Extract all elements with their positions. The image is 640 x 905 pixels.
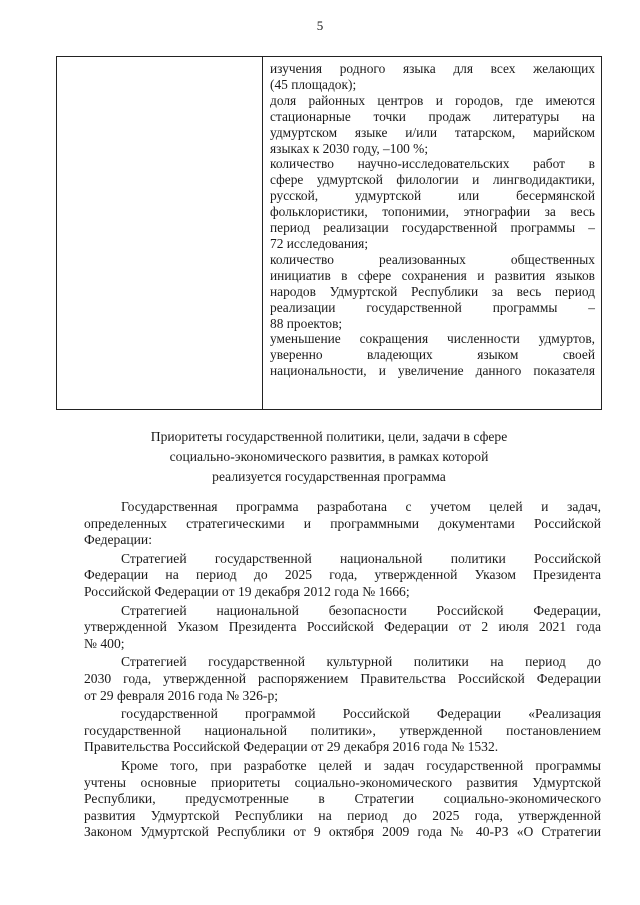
paragraph-state-program [84,706,601,756]
paragraph-line: Республики, предусмотренные в Стратегии социально-экономического [84,791,601,807]
table-cell-line: уверенно владеющих языком своей [270,347,595,363]
paragraph-line: государственной программой Российской Федерации «Реализация [121,706,601,722]
paragraph-line: № 400; [84,635,125,651]
table-cell-line: период реализации государственной программы – [270,220,595,236]
table-cell-line: 88 проектов; [270,315,343,331]
paragraph-intro [84,499,601,549]
paragraph-line: Законом Удмуртской Республики от 9 октября 2009 года № 40-РЗ «О Стратегии [84,824,601,840]
heading-line: Приоритеты государственной политики, цели, задачи в сфере [150,429,508,444]
body-text [84,499,601,843]
paragraph-line: Стратегией государственной национальной политики Российской [121,550,601,566]
indicators-table [56,56,602,410]
paragraph-line: государственной национальной политики», утвержденной постановлением [84,722,601,738]
paragraph-line: учтены основные приоритеты социально-экономического развития Удмуртской [84,774,601,790]
table-cell-line: реализации государственной программы – [270,299,595,315]
paragraph-line: Стратегией национальной безопасности Российской Федерации, [121,602,601,618]
table-cell-right [263,57,601,409]
paragraph-security-strategy [84,603,601,653]
table-cell-line: инициатив в сфере сохранения и развития языков [270,267,595,283]
section-heading [56,427,602,487]
paragraph-line: 2030 года, утвержденной распоряжением Правительства Российской Федерации [84,670,601,686]
paragraph-republic-priorities [84,758,601,841]
table-cell-line: (45 площадок); [270,76,357,92]
table-cell-line: уменьшение сокращения численности удмуртов, [270,331,595,347]
paragraph-line: Государственная программа разработана с учетом целей и задач, [121,499,601,514]
table-cell-line: народов Удмуртской Республики за весь период [270,283,595,299]
paragraph-line: Кроме того, при разработке целей и задач государственной программы [121,757,601,773]
table-cell-line: сфере удмуртской филологии и лингводидактики, [270,172,595,188]
table-cell-line: национальности, и увеличение данного показателя [270,363,595,379]
table-cell-line: удмуртском языке и/или татарском, марийском [270,124,595,140]
paragraph-line: Правительства Российской Федерации от 29 декабря 2016 года № 1532. [84,739,499,755]
table-cell-left [57,57,263,409]
table-cell-line: доля районных центров и городов, где имеются [270,92,595,108]
table-cell-line: стационарные точки продаж литературы на [270,108,595,124]
table-cell-line: изучения родного языка для всех желающих [270,61,595,76]
paragraph-line: Стратегией государственной культурной политики на период до [121,654,601,670]
paragraph-line: развития Удмуртской Республики на период до 2025 года, утвержденной [84,807,601,823]
page-number: 5 [316,18,324,33]
paragraph-line: Федерации на период до 2025 года, утвержденной Указом Президента [84,567,601,583]
heading-line: реализуется государственная программа [212,469,446,484]
heading-line: социально-экономического развития, в рамках которой [169,449,489,464]
paragraph-line: определенных стратегическими и программными документами Российской [84,515,601,531]
table-cell-line: количество научно-исследовательских работ в [270,156,595,172]
paragraph-cultural-policy-strategy [84,654,601,704]
paragraph-line: Российской Федерации от 19 декабря 2012 года № 1666; [84,583,410,599]
paragraph-line: Федерации: [84,532,152,548]
table-cell-line: фольклористики, топонимии, этнографии за весь [270,204,595,220]
paragraph-line: от 29 февраля 2016 года № 326-р; [84,687,279,703]
table-cell-line: количество реализованных общественных [270,251,595,267]
table-cell-line: 72 исследования; [270,235,369,251]
paragraph-national-policy-strategy [84,551,601,601]
table-cell-line: русской, удмуртской или бесермянской [270,188,595,204]
paragraph-line: утвержденной Указом Президента Российской Федерации от 2 июля 2021 года [84,619,601,635]
table-cell-line: языках к 2030 году, –100 %; [270,140,429,156]
